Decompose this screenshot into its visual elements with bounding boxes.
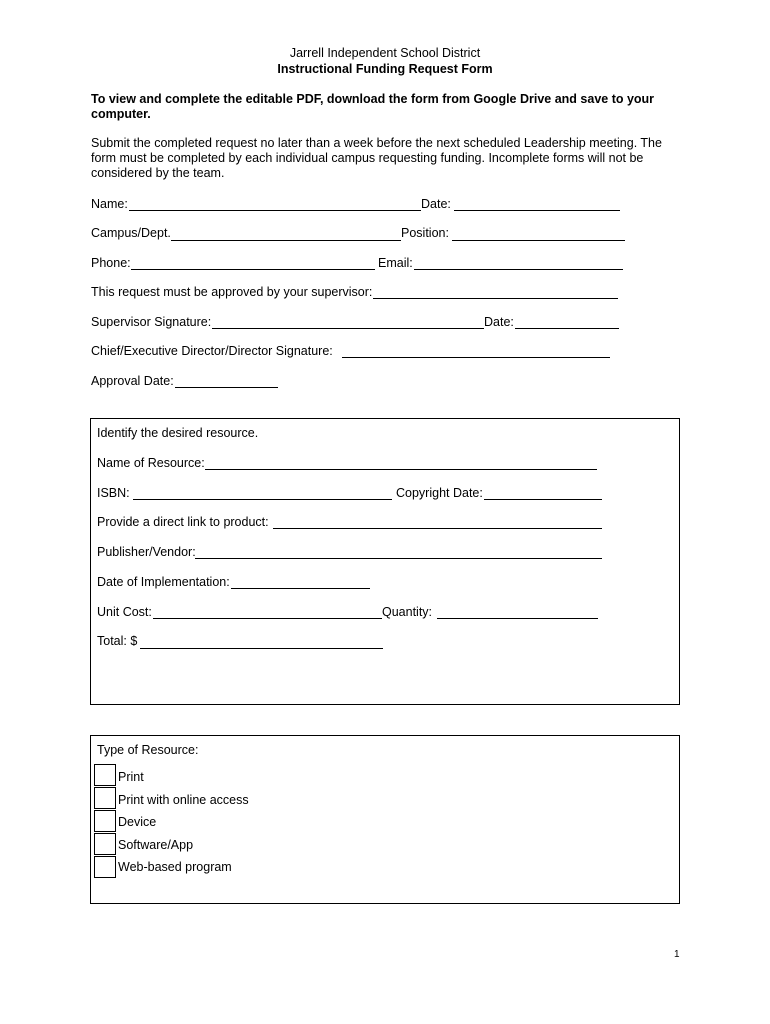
quantity-label: Quantity: — [382, 605, 433, 619]
isbn-label: ISBN: — [97, 486, 130, 500]
publisher-vendor-field[interactable] — [195, 558, 602, 559]
total-field[interactable] — [140, 648, 383, 649]
device-option-label: Device — [118, 815, 157, 829]
supervisor-date-field[interactable] — [515, 328, 619, 329]
phone-label: Phone: — [91, 256, 131, 270]
software-app-option-label: Software/App — [118, 838, 194, 852]
form-title: Instructional Funding Request Form — [277, 62, 493, 76]
position-label: Position: — [401, 226, 449, 240]
supervisor-approval-label: This request must be approved by your supervisor: — [91, 285, 373, 299]
web-based-option-label: Web-based program — [118, 860, 232, 874]
approval-date-label: Approval Date: — [91, 374, 174, 388]
implementation-date-field[interactable] — [231, 588, 370, 589]
unit-cost-field[interactable] — [153, 618, 382, 619]
phone-field[interactable] — [131, 269, 375, 270]
page-number: 1 — [674, 949, 680, 960]
district-name: Jarrell Independent School District — [289, 46, 481, 60]
implementation-date-label: Date of Implementation: — [97, 575, 230, 589]
resource-type-box — [90, 735, 680, 904]
print-online-option-label: Print with online access — [118, 793, 249, 807]
resource-name-field[interactable] — [205, 469, 597, 470]
print-online-checkbox[interactable] — [94, 787, 116, 809]
direct-link-field[interactable] — [273, 528, 602, 529]
supervisor-date-label: Date: — [484, 315, 514, 329]
supervisor-approval-field[interactable] — [373, 298, 618, 299]
download-instructions: To view and complete the editable PDF, download the form from Google Drive and save to your computer. — [91, 92, 655, 121]
resource-name-label: Name of Resource: — [97, 456, 205, 470]
approval-date-field[interactable] — [175, 387, 278, 388]
software-app-checkbox[interactable] — [94, 833, 116, 855]
print-option-label: Print — [118, 770, 144, 784]
resource-type-heading: Type of Resource: — [97, 743, 199, 757]
director-signature-label: Chief/Executive Director/Director Signature: — [91, 344, 333, 358]
email-field[interactable] — [414, 269, 623, 270]
submit-instructions: Submit the completed request no later than a week before the next scheduled Leadership meeting. The form must be completed by each individual campus requesting funding. Incomplete forms will not be considered by the team. — [91, 136, 662, 180]
resource-section-heading: Identify the desired resource. — [97, 426, 259, 440]
print-checkbox[interactable] — [94, 764, 116, 786]
isbn-field[interactable] — [133, 499, 392, 500]
copyright-date-field[interactable] — [484, 499, 602, 500]
campus-dept-label: Campus/Dept. — [91, 226, 171, 240]
total-label: Total: $ — [97, 634, 138, 648]
quantity-field[interactable] — [437, 618, 598, 619]
name-label: Name: — [91, 197, 128, 211]
name-field[interactable] — [129, 210, 421, 211]
date-label: Date: — [421, 197, 451, 211]
campus-dept-field[interactable] — [171, 240, 401, 241]
web-based-checkbox[interactable] — [94, 856, 116, 878]
device-checkbox[interactable] — [94, 810, 116, 832]
direct-link-label: Provide a direct link to product: — [97, 515, 269, 529]
copyright-date-label: Copyright Date: — [396, 486, 483, 500]
supervisor-signature-field[interactable] — [212, 328, 484, 329]
unit-cost-label: Unit Cost: — [97, 605, 152, 619]
email-label: Email: — [378, 256, 413, 270]
supervisor-signature-label: Supervisor Signature: — [91, 315, 212, 329]
director-signature-field[interactable] — [342, 357, 610, 358]
position-field[interactable] — [452, 240, 625, 241]
date-field[interactable] — [454, 210, 620, 211]
publisher-vendor-label: Publisher/Vendor: — [97, 545, 196, 559]
